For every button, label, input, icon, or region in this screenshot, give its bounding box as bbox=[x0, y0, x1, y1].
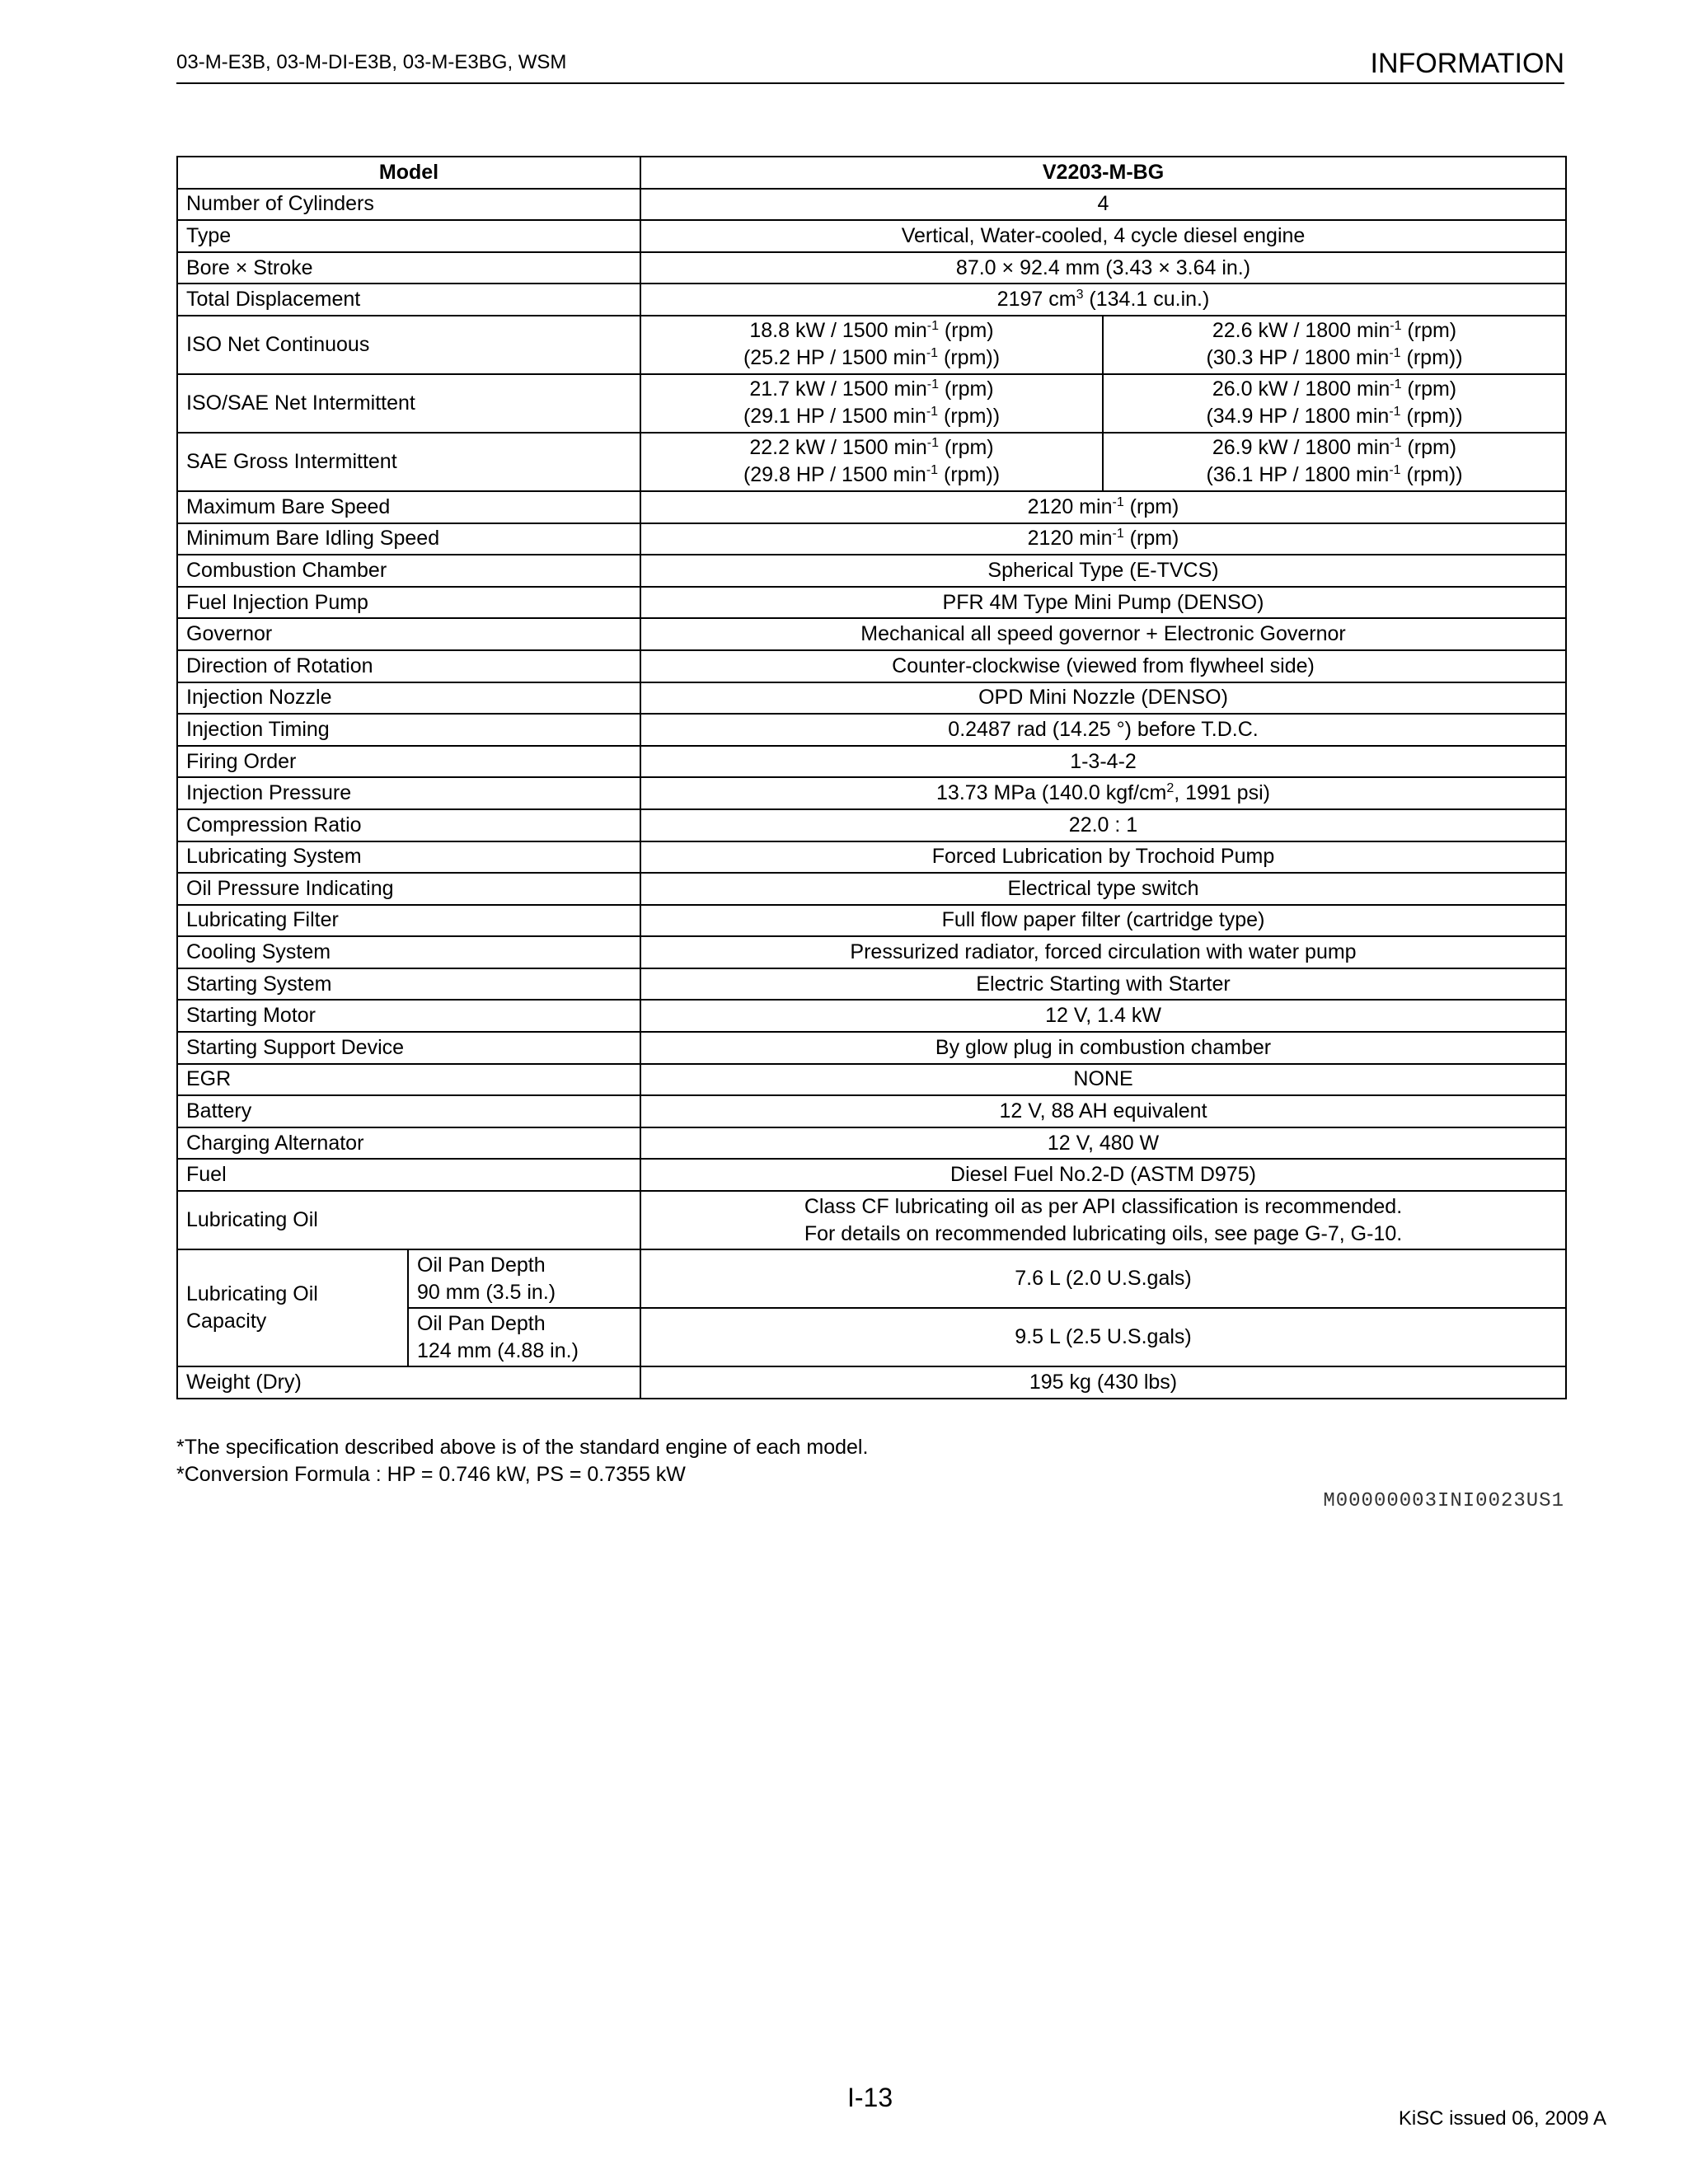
table-header-row bbox=[177, 157, 1566, 189]
table-row bbox=[177, 1191, 1566, 1249]
row-label: Starting Support Device bbox=[177, 1032, 640, 1064]
table-row bbox=[177, 777, 1566, 809]
document-code: M00000003INI0023US1 bbox=[1323, 1490, 1564, 1512]
row-label: Maximum Bare Speed bbox=[177, 491, 640, 523]
table-row bbox=[177, 650, 1566, 682]
table-row bbox=[177, 491, 1566, 523]
row-value: 2197 $cm^3$ (134.1 cu.in.) bbox=[640, 284, 1566, 316]
power-1800-cell: 26.9 kW / 1800 $\min^{-1} (rpm)$ (36.1 HP / 1800 $\min^{-1} (rpm)$) bbox=[1103, 433, 1566, 491]
row-label: Starting Motor bbox=[177, 1000, 640, 1032]
row-label: Number of Cylinders bbox=[177, 189, 640, 221]
table-row bbox=[177, 618, 1566, 650]
row-label: Type bbox=[177, 220, 640, 252]
power-1500-cell: 18.8 kW / 1500 $\min^{-1} (rpm)$ (25.2 HP / 1500 $\min^{-1} (rpm)$) bbox=[640, 316, 1103, 374]
row-label: Fuel Injection Pump bbox=[177, 587, 640, 619]
table-row bbox=[177, 936, 1566, 968]
row-label: Cooling System bbox=[177, 936, 640, 968]
row-label: Lubricating System bbox=[177, 841, 640, 874]
table-row bbox=[177, 746, 1566, 778]
table-row bbox=[177, 841, 1566, 874]
row-label: Starting System bbox=[177, 968, 640, 1001]
table-row bbox=[177, 555, 1566, 587]
row-value: 2120 $\min^{-1} (rpm)$ bbox=[640, 523, 1566, 555]
model-value: V2203-M-BG bbox=[640, 157, 1566, 189]
row-value: 13.73 MPa (140.0 kgf/$cm^2$, 1991 psi) bbox=[640, 777, 1566, 809]
row-label: Minimum Bare Idling Speed bbox=[177, 523, 640, 555]
row-value: Full flow paper filter (cartridge type) bbox=[640, 905, 1566, 937]
row-label: Injection Pressure bbox=[177, 777, 640, 809]
table-row bbox=[177, 1249, 1566, 1308]
row-label: SAE Gross Intermittent bbox=[177, 433, 640, 491]
spec-table bbox=[176, 156, 1567, 1399]
row-label: Direction of Rotation bbox=[177, 650, 640, 682]
row-value: Electrical type switch bbox=[640, 873, 1566, 905]
row-value: 12 V, 88 AH equivalent bbox=[640, 1095, 1566, 1127]
oil-pan-depth-cell: Oil Pan Depth 124 mm (4.88 in.) bbox=[408, 1308, 640, 1366]
section-title: INFORMATION bbox=[1370, 48, 1564, 79]
model-label: Model bbox=[177, 157, 640, 189]
row-label: Combustion Chamber bbox=[177, 555, 640, 587]
row-label: Battery bbox=[177, 1095, 640, 1127]
row-value: 0.2487 rad (14.25 °) before T.D.C. bbox=[640, 714, 1566, 746]
page-number: I-13 bbox=[847, 2083, 893, 2112]
manual-codes: 03-M-E3B, 03-M-DI-E3B, 03-M-E3BG, WSM bbox=[176, 51, 567, 73]
table-row bbox=[177, 1159, 1566, 1191]
table-row bbox=[177, 1032, 1566, 1064]
row-label: Injection Nozzle bbox=[177, 682, 640, 715]
table-row bbox=[177, 220, 1566, 252]
row-label: Firing Order bbox=[177, 746, 640, 778]
row-value: 2120 $\min^{-1} (rpm)$ bbox=[640, 491, 1566, 523]
row-value: 87.0 × 92.4 mm (3.43 × 3.64 in.) bbox=[640, 252, 1566, 284]
power-1500-cell: 21.7 kW / 1500 $\min^{-1} (rpm)$ (29.1 HP / 1500 $\min^{-1} (rpm)$) bbox=[640, 374, 1103, 433]
row-value: Mechanical all speed governor + Electronic Governor bbox=[640, 618, 1566, 650]
row-value: 1-3-4-2 bbox=[640, 746, 1566, 778]
row-value: Vertical, Water-cooled, 4 cycle diesel engine bbox=[640, 220, 1566, 252]
issue-info: KiSC issued 06, 2009 A bbox=[1398, 2107, 1606, 2130]
power-1500-cell: 22.2 kW / 1500 $\min^{-1} (rpm)$ (29.8 HP / 1500 $\min^{-1} (rpm)$) bbox=[640, 433, 1103, 491]
table-row bbox=[177, 714, 1566, 746]
row-value: 4 bbox=[640, 189, 1566, 221]
row-label: Compression Ratio bbox=[177, 809, 640, 841]
row-value: 22.0 : 1 bbox=[640, 809, 1566, 841]
row-value: Counter-clockwise (viewed from flywheel side) bbox=[640, 650, 1566, 682]
table-row bbox=[177, 252, 1566, 284]
table-row bbox=[177, 1366, 1566, 1399]
row-label: Weight (Dry) bbox=[177, 1366, 640, 1399]
row-label: Governor bbox=[177, 618, 640, 650]
row-label: Injection Timing bbox=[177, 714, 640, 746]
row-label: Lubricating Filter bbox=[177, 905, 640, 937]
table-row bbox=[177, 189, 1566, 221]
row-value: By glow plug in combustion chamber bbox=[640, 1032, 1566, 1064]
table-row bbox=[177, 1127, 1566, 1160]
table-row bbox=[177, 374, 1566, 433]
row-label: EGR bbox=[177, 1064, 640, 1096]
table-row bbox=[177, 1095, 1566, 1127]
row-value: 7.6 L (2.0 U.S.gals) bbox=[640, 1249, 1566, 1308]
row-label: Oil Pressure Indicating bbox=[177, 873, 640, 905]
row-value: OPD Mini Nozzle (DENSO) bbox=[640, 682, 1566, 715]
row-label: Bore × Stroke bbox=[177, 252, 640, 284]
row-value: PFR 4M Type Mini Pump (DENSO) bbox=[640, 587, 1566, 619]
row-value: 12 V, 480 W bbox=[640, 1127, 1566, 1160]
row-value: Diesel Fuel No.2-D (ASTM D975) bbox=[640, 1159, 1566, 1191]
table-row bbox=[177, 682, 1566, 715]
table-row bbox=[177, 1064, 1566, 1096]
row-label: ISO/SAE Net Intermittent bbox=[177, 374, 640, 433]
table-row bbox=[177, 433, 1566, 491]
capacity-label: Lubricating Oil Capacity bbox=[177, 1249, 408, 1366]
row-value: Electric Starting with Starter bbox=[640, 968, 1566, 1001]
table-row bbox=[177, 1000, 1566, 1032]
table-row bbox=[177, 316, 1566, 374]
row-label: ISO Net Continuous bbox=[177, 316, 640, 374]
header-rule bbox=[176, 82, 1564, 84]
table-row bbox=[177, 523, 1566, 555]
row-label: Charging Alternator bbox=[177, 1127, 640, 1160]
row-value: Spherical Type (E-TVCS) bbox=[640, 555, 1566, 587]
oil-pan-depth-cell: Oil Pan Depth 90 mm (3.5 in.) bbox=[408, 1249, 640, 1308]
row-value: Pressurized radiator, forced circulation with water pump bbox=[640, 936, 1566, 968]
row-value: 12 V, 1.4 kW bbox=[640, 1000, 1566, 1032]
row-value: 9.5 L (2.5 U.S.gals) bbox=[640, 1308, 1566, 1366]
table-row bbox=[177, 809, 1566, 841]
footnote: *Conversion Formula : HP = 0.746 kW, PS = 0.7355 kW bbox=[176, 1463, 686, 1486]
table-row bbox=[177, 873, 1566, 905]
table-row bbox=[177, 968, 1566, 1001]
row-value: 195 kg (430 lbs) bbox=[640, 1366, 1566, 1399]
power-1800-cell: 22.6 kW / 1800 $\min^{-1} (rpm)$ (30.3 HP / 1800 $\min^{-1} (rpm)$) bbox=[1103, 316, 1566, 374]
row-value: NONE bbox=[640, 1064, 1566, 1096]
row-label: Fuel bbox=[177, 1159, 640, 1191]
row-label: Lubricating Oil bbox=[177, 1191, 640, 1249]
row-value: Forced Lubrication by Trochoid Pump bbox=[640, 841, 1566, 874]
power-1800-cell: 26.0 kW / 1800 $\min^{-1} (rpm)$ (34.9 HP / 1800 $\min^{-1} (rpm)$) bbox=[1103, 374, 1566, 433]
lubricating-oil-value: Class CF lubricating oil as per API classification is recommended. For details on recommended lubricating oils, see page G-7, G-10. bbox=[640, 1191, 1566, 1249]
footnote: *The specification described above is of the standard engine of each model. bbox=[176, 1436, 869, 1459]
row-label: Total Displacement bbox=[177, 284, 640, 316]
table-row bbox=[177, 284, 1566, 316]
table-row bbox=[177, 905, 1566, 937]
footnotes bbox=[176, 1434, 868, 1488]
table-row bbox=[177, 587, 1566, 619]
